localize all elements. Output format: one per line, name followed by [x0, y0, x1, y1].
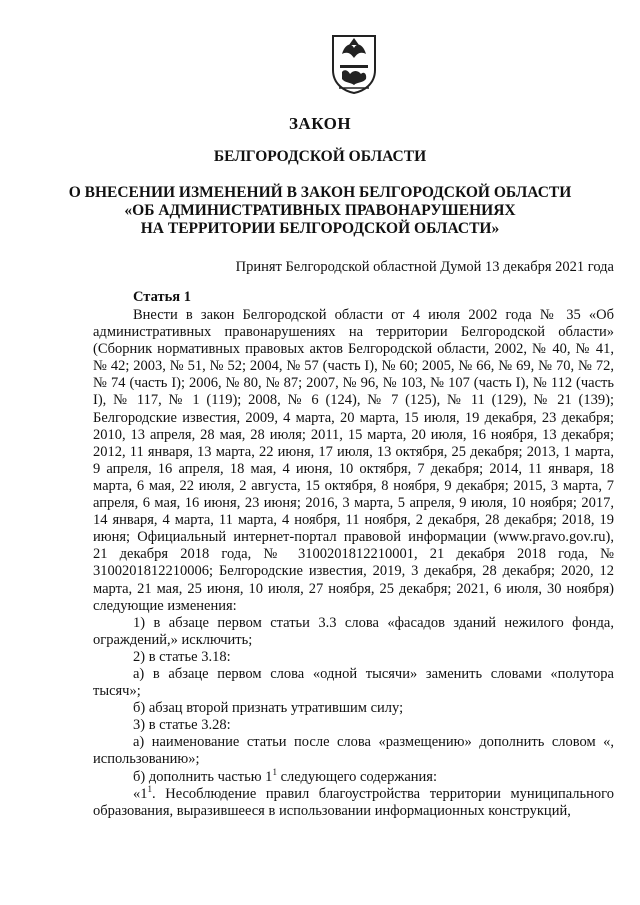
law-title-line: «ОБ АДМИНИСТРАТИВНЫХ ПРАВОНАРУШЕНИЯХ	[124, 202, 516, 219]
amendment-item: 2) в статье 3.18:	[133, 648, 231, 665]
amendment-item: 1) в абзаце первом статьи 3.3 слова «фасадов зданий нежилого фонда, ограждений,» исключить;	[93, 614, 614, 648]
article-intro-paragraph: Внести в закон Белгородской области от 4 июля 2002 года № 35 «Об административных правонарушениях на территории Белгородской области» (Сборник нормативных правовых актов Белгородской области, 2002, № 40, № 41, № 42; 2003, № 51, № 52; 2004, № 57 (часть I), № 60; 2005, № 66, № 69, № 70, № 72, № 74 (часть I); 2006, № 80, № 87; 2007, № 96, № 103, № 107 (часть I), № 112 (часть I), № 117, № 1 (119); 2008, № 6 (124), № 7 (125), № 11 (129), № 21 (139); Белгородские известия, 2009, 4 марта, 20 марта, 15 июля, 19 декабря, 23 декабря; 2010, 13 апреля, 28 мая, 28 июля; 2011, 15 марта, 20 июля, 16 ноября, 13 декабря; 2012, 11 января, 13 марта, 22 июня, 17 июля, 13 октября, 25 декабря; 2013, 1 марта, 9 апреля, 16 апреля, 18 мая, 4 июня, 10 октября, 7 декабря; 2014, 11 января, 18 марта, 6 мая, 22 июля, 2 августа, 15 октября, 8 ноября, 9 декабря; 2015, 3 марта, 7 апреля, 6 мая, 16 июня, 23 июня; 2016, 3 марта, 5 апреля, 9 июля, 10 ноября; 2017, 14 января, 4 марта, 11 марта, 4 ноября, 11 ноября, 2 декабря, 28 декабря; 2018, 19 июня; Официальный интернет-портал правовой информации (www.pravo.gov.ru), 21 декабря 2018 года, № 3100201812210001, 21 декабря 2018 года, № 3100201812210006; Белгородские известия, 2019, 3 декабря, 28 декабря; 2020, 12 марта, 21 мая, 25 июня, 10 июля, 27 ноября, 25 декабря; 2021, 6 июля, 30 ноября) следующие изменения:	[93, 307, 614, 614]
amendment-item: а) наименование статьи после слова «размещению» дополнить словом «, использованию»;	[93, 734, 614, 768]
superscript: 1	[272, 766, 277, 777]
region-subtitle: БЕЛГОРОДСКОЙ ОБЛАСТИ	[213, 148, 427, 165]
document-title: ЗАКОН	[288, 114, 352, 133]
quote-prefix: «1	[133, 785, 148, 802]
item-text: следующего содержания:	[276, 768, 438, 785]
adoption-note: Принят Белгородской областной Думой 13 декабря 2021 года	[235, 259, 614, 275]
coat-of-arms-icon	[330, 34, 378, 94]
quoted-paragraph	[93, 783, 614, 820]
law-title-line: О ВНЕСЕНИИ ИЗМЕНЕНИЙ В ЗАКОН БЕЛГОРОДСКОЙ ОБЛАСТИ	[68, 184, 572, 201]
amendment-item: б) абзац второй признать утратившим силу;	[133, 700, 404, 717]
item-text: б) дополнить частью 1	[133, 768, 273, 785]
amendment-item	[93, 766, 614, 786]
amendment-item: а) в абзаце первом слова «одной тысячи» заменить словами «полутора тысяч»;	[93, 665, 614, 700]
quote-text: . Несоблюдение правил благоустройства территории муниципального образования, выразившееся в использовании информационных конструкций,	[93, 785, 614, 819]
article-body	[93, 307, 614, 820]
law-title-line: НА ТЕРРИТОРИИ БЕЛГОРОДСКОЙ ОБЛАСТИ»	[140, 220, 500, 237]
amendment-item: 3) в статье 3.28:	[133, 717, 231, 734]
article-heading: Статья 1	[133, 289, 191, 305]
superscript: 1	[147, 783, 152, 794]
law-title	[0, 184, 640, 238]
